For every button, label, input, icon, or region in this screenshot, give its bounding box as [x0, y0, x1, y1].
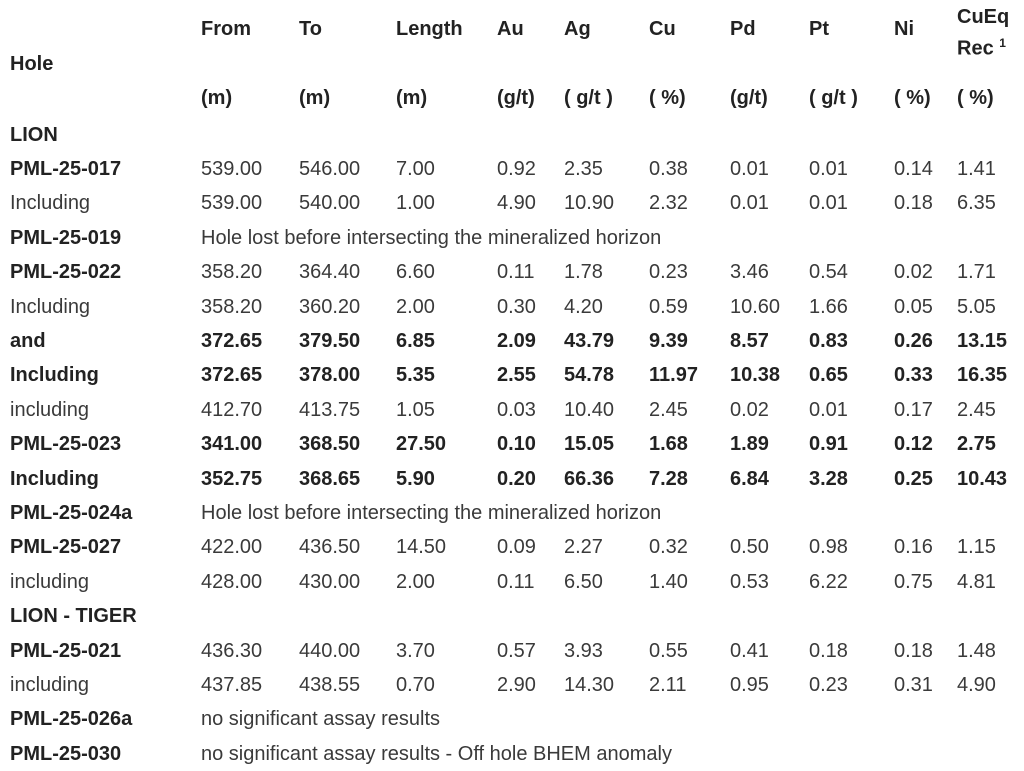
cell-ag: 2.35 — [564, 158, 603, 181]
cell-ag: 6.50 — [564, 570, 603, 593]
cell-to: 364.40 — [299, 261, 361, 284]
table-row — [10, 152, 1020, 186]
cell-pt: 0.98 — [809, 536, 848, 559]
cell-pt: 6.22 — [809, 570, 848, 593]
cell-from: 539.00 — [201, 192, 263, 215]
table-header — [10, 0, 1020, 118]
hole-id: including — [10, 570, 89, 593]
cell-to: 540.00 — [299, 192, 361, 215]
cell-au: 0.10 — [497, 433, 536, 456]
cell-cu: 2.45 — [649, 398, 688, 421]
cell-pt: 0.83 — [809, 330, 848, 353]
cell-ag: 3.93 — [564, 639, 603, 662]
cell-length: 6.85 — [396, 330, 435, 353]
hole-id: Including — [10, 364, 99, 387]
cell-pt: 0.54 — [809, 261, 848, 284]
table-row — [10, 324, 1020, 358]
header-cueq-line2: Rec — [957, 37, 994, 60]
section-label: LION — [10, 123, 58, 146]
cell-ag: 43.79 — [564, 330, 615, 353]
hole-id: PML-25-030 — [10, 742, 122, 765]
hole-id: PML-25-023 — [10, 433, 122, 456]
cell-length: 5.35 — [396, 364, 435, 387]
header-row — [10, 0, 1020, 78]
cell-cu: 0.23 — [649, 261, 688, 284]
cell-cueq: 4.81 — [957, 570, 996, 593]
cell-pd: 0.53 — [730, 570, 769, 593]
cell-cu: 2.32 — [649, 192, 688, 215]
cell-cueq: 6.35 — [957, 192, 996, 215]
table-row — [10, 737, 1020, 771]
cell-ag: 10.90 — [564, 192, 615, 215]
cell-pd: 1.89 — [730, 433, 769, 456]
unit-pd: (g/t) — [730, 86, 768, 109]
section-row — [10, 599, 1020, 633]
hole-id: including — [10, 398, 89, 421]
unit-cueq: ( %) — [957, 86, 994, 109]
cell-cu: 7.28 — [649, 467, 688, 490]
cell-pd: 0.50 — [730, 536, 769, 559]
section-label: LION - TIGER — [10, 605, 137, 628]
header-hole: Hole — [10, 53, 54, 75]
cell-to: 440.00 — [299, 639, 361, 662]
cell-to: 413.75 — [299, 398, 361, 421]
cell-ni: 0.33 — [894, 364, 933, 387]
hole-id: and — [10, 330, 46, 353]
unit-ag: ( g/t ) — [564, 86, 613, 109]
footnote-marker: 1 — [999, 36, 1006, 50]
cell-from: 341.00 — [201, 433, 263, 456]
cell-cueq: 1.15 — [957, 536, 996, 559]
unit-from: (m) — [201, 86, 233, 109]
cell-from: 412.70 — [201, 398, 263, 421]
unit-length: (m) — [396, 86, 428, 109]
cell-ni: 0.17 — [894, 398, 933, 421]
cell-cu: 0.32 — [649, 536, 688, 559]
cell-au: 2.09 — [497, 330, 536, 353]
table-row — [10, 428, 1020, 462]
units-row — [10, 78, 1020, 118]
table-row — [10, 187, 1020, 221]
cell-length: 0.70 — [396, 673, 435, 696]
header-cu: Cu — [649, 18, 676, 40]
cell-au: 0.03 — [497, 398, 536, 421]
cell-pd: 0.41 — [730, 639, 769, 662]
header-length: Length — [396, 18, 463, 40]
cell-au: 0.57 — [497, 639, 536, 662]
unit-to: (m) — [299, 86, 331, 109]
cell-length: 5.90 — [396, 467, 435, 490]
cell-length: 27.50 — [396, 433, 447, 456]
cell-to: 379.50 — [299, 330, 361, 353]
cell-to: 438.55 — [299, 673, 361, 696]
cell-au: 0.11 — [497, 570, 535, 593]
cell-pd: 10.60 — [730, 295, 781, 318]
cell-from: 436.30 — [201, 639, 263, 662]
header-ni: Ni — [894, 18, 914, 40]
cell-cu: 0.38 — [649, 158, 688, 181]
hole-id: PML-25-024a — [10, 501, 133, 524]
cell-from: 358.20 — [201, 295, 263, 318]
cell-au: 0.11 — [497, 261, 535, 284]
hole-note: no significant assay results - Off hole BHEM anomaly — [201, 742, 672, 765]
cell-cu: 2.11 — [649, 673, 687, 696]
cell-ni: 0.12 — [894, 433, 933, 456]
cell-to: 436.50 — [299, 536, 361, 559]
hole-id: Including — [10, 192, 91, 215]
cell-au: 0.30 — [497, 295, 536, 318]
table-row — [10, 256, 1020, 290]
cell-ag: 1.78 — [564, 261, 603, 284]
cell-ag: 2.27 — [564, 536, 603, 559]
cell-au: 0.20 — [497, 467, 536, 490]
hole-note: Hole lost before intersecting the mineralized horizon — [201, 501, 662, 524]
cell-cueq: 4.90 — [957, 673, 996, 696]
table-row — [10, 496, 1020, 530]
unit-ni: ( %) — [894, 86, 931, 109]
cell-pt: 0.01 — [809, 158, 848, 181]
unit-au: (g/t) — [497, 86, 535, 109]
cell-pt: 1.66 — [809, 295, 848, 318]
header-from: From — [201, 18, 251, 40]
cell-cueq: 16.35 — [957, 364, 1008, 387]
hole-id: PML-25-022 — [10, 261, 122, 284]
assay-results-table — [10, 0, 1020, 771]
cell-cueq: 2.45 — [957, 398, 996, 421]
cell-au: 0.09 — [497, 536, 536, 559]
cell-to: 360.20 — [299, 295, 361, 318]
cell-pt: 0.18 — [809, 639, 848, 662]
hole-id: PML-25-019 — [10, 226, 122, 249]
cell-length: 1.05 — [396, 398, 435, 421]
cell-pt: 3.28 — [809, 467, 848, 490]
cell-cu: 0.55 — [649, 639, 688, 662]
cell-ag: 66.36 — [564, 467, 615, 490]
cell-to: 430.00 — [299, 570, 361, 593]
hole-id: Including — [10, 467, 99, 490]
cell-ag: 15.05 — [564, 433, 615, 456]
cell-length: 6.60 — [396, 261, 435, 284]
cell-cu: 0.59 — [649, 295, 688, 318]
cell-cueq: 5.05 — [957, 295, 996, 318]
cell-from: 437.85 — [201, 673, 263, 696]
cell-ni: 0.18 — [894, 192, 933, 215]
hole-note: Hole lost before intersecting the mineralized horizon — [201, 226, 662, 249]
cell-au: 2.90 — [497, 673, 536, 696]
cell-pt: 0.23 — [809, 673, 848, 696]
cell-length: 14.50 — [396, 536, 447, 559]
cell-pt: 0.01 — [809, 192, 848, 215]
cell-length: 7.00 — [396, 158, 435, 181]
cell-cu: 9.39 — [649, 330, 688, 353]
hole-id: PML-25-017 — [10, 158, 122, 181]
cell-from: 352.75 — [201, 467, 263, 490]
header-cueq — [957, 0, 1020, 78]
cell-ni: 0.14 — [894, 158, 933, 181]
cell-cueq: 1.41 — [957, 158, 996, 181]
table-body — [10, 118, 1020, 771]
section-row — [10, 118, 1020, 152]
cell-from: 422.00 — [201, 536, 263, 559]
cell-length: 1.00 — [396, 192, 435, 215]
cell-length: 3.70 — [396, 639, 435, 662]
cell-pd: 8.57 — [730, 330, 769, 353]
cell-cu: 11.97 — [649, 364, 698, 387]
cell-cueq: 10.43 — [957, 467, 1008, 490]
cell-ag: 4.20 — [564, 295, 603, 318]
cell-pd: 0.95 — [730, 673, 769, 696]
cell-pd: 3.46 — [730, 261, 769, 284]
header-to: To — [299, 18, 322, 40]
cell-ni: 0.02 — [894, 261, 933, 284]
unit-pt: ( g/t ) — [809, 86, 858, 109]
cell-cu: 1.68 — [649, 433, 688, 456]
cell-pd: 6.84 — [730, 467, 769, 490]
hole-id: PML-25-026a — [10, 708, 133, 731]
cell-pt: 0.01 — [809, 398, 848, 421]
cell-length: 2.00 — [396, 570, 435, 593]
cell-ni: 0.05 — [894, 295, 933, 318]
cell-pd: 10.38 — [730, 364, 781, 387]
cell-to: 368.50 — [299, 433, 361, 456]
cell-from: 372.65 — [201, 364, 263, 387]
hole-id: including — [10, 673, 89, 696]
table-row — [10, 703, 1020, 737]
cell-from: 428.00 — [201, 570, 263, 593]
cell-pd: 0.02 — [730, 398, 769, 421]
unit-cu: ( %) — [649, 86, 686, 109]
table-row — [10, 634, 1020, 668]
header-pd: Pd — [730, 18, 756, 40]
cell-au: 0.92 — [497, 158, 536, 181]
hole-id: PML-25-027 — [10, 536, 122, 559]
header-au: Au — [497, 18, 524, 40]
cell-pd: 0.01 — [730, 192, 769, 215]
header-cueq-line1: CuEq — [957, 6, 1010, 28]
hole-id: Including — [10, 295, 91, 318]
cell-ni: 0.26 — [894, 330, 933, 353]
cell-cueq: 1.71 — [957, 261, 996, 284]
table-row — [10, 393, 1020, 427]
cell-ag: 10.40 — [564, 398, 615, 421]
cell-au: 2.55 — [497, 364, 536, 387]
cell-from: 358.20 — [201, 261, 263, 284]
cell-length: 2.00 — [396, 295, 435, 318]
hole-id: PML-25-021 — [10, 639, 122, 662]
table-row — [10, 359, 1020, 393]
cell-ag: 14.30 — [564, 673, 615, 696]
cell-ni: 0.25 — [894, 467, 933, 490]
cell-cu: 1.40 — [649, 570, 688, 593]
table-row — [10, 462, 1020, 496]
header-ag: Ag — [564, 18, 591, 40]
cell-ni: 0.18 — [894, 639, 933, 662]
cell-au: 4.90 — [497, 192, 536, 215]
cell-pt: 0.91 — [809, 433, 848, 456]
cell-ni: 0.75 — [894, 570, 933, 593]
cell-cueq: 2.75 — [957, 433, 996, 456]
cell-to: 546.00 — [299, 158, 361, 181]
cell-from: 372.65 — [201, 330, 263, 353]
table-row — [10, 290, 1020, 324]
cell-from: 539.00 — [201, 158, 263, 181]
table-row — [10, 565, 1020, 599]
cell-to: 368.65 — [299, 467, 361, 490]
table-row — [10, 668, 1020, 702]
units-hole — [10, 78, 201, 118]
cell-pt: 0.65 — [809, 364, 848, 387]
table-row — [10, 221, 1020, 255]
cell-ni: 0.16 — [894, 536, 933, 559]
header-pt: Pt — [809, 18, 829, 40]
cell-ag: 54.78 — [564, 364, 615, 387]
cell-to: 378.00 — [299, 364, 361, 387]
cell-ni: 0.31 — [894, 673, 933, 696]
table-row — [10, 531, 1020, 565]
cell-cueq: 13.15 — [957, 330, 1008, 353]
cell-pd: 0.01 — [730, 158, 769, 181]
cell-cueq: 1.48 — [957, 639, 996, 662]
hole-note: no significant assay results — [201, 708, 441, 731]
